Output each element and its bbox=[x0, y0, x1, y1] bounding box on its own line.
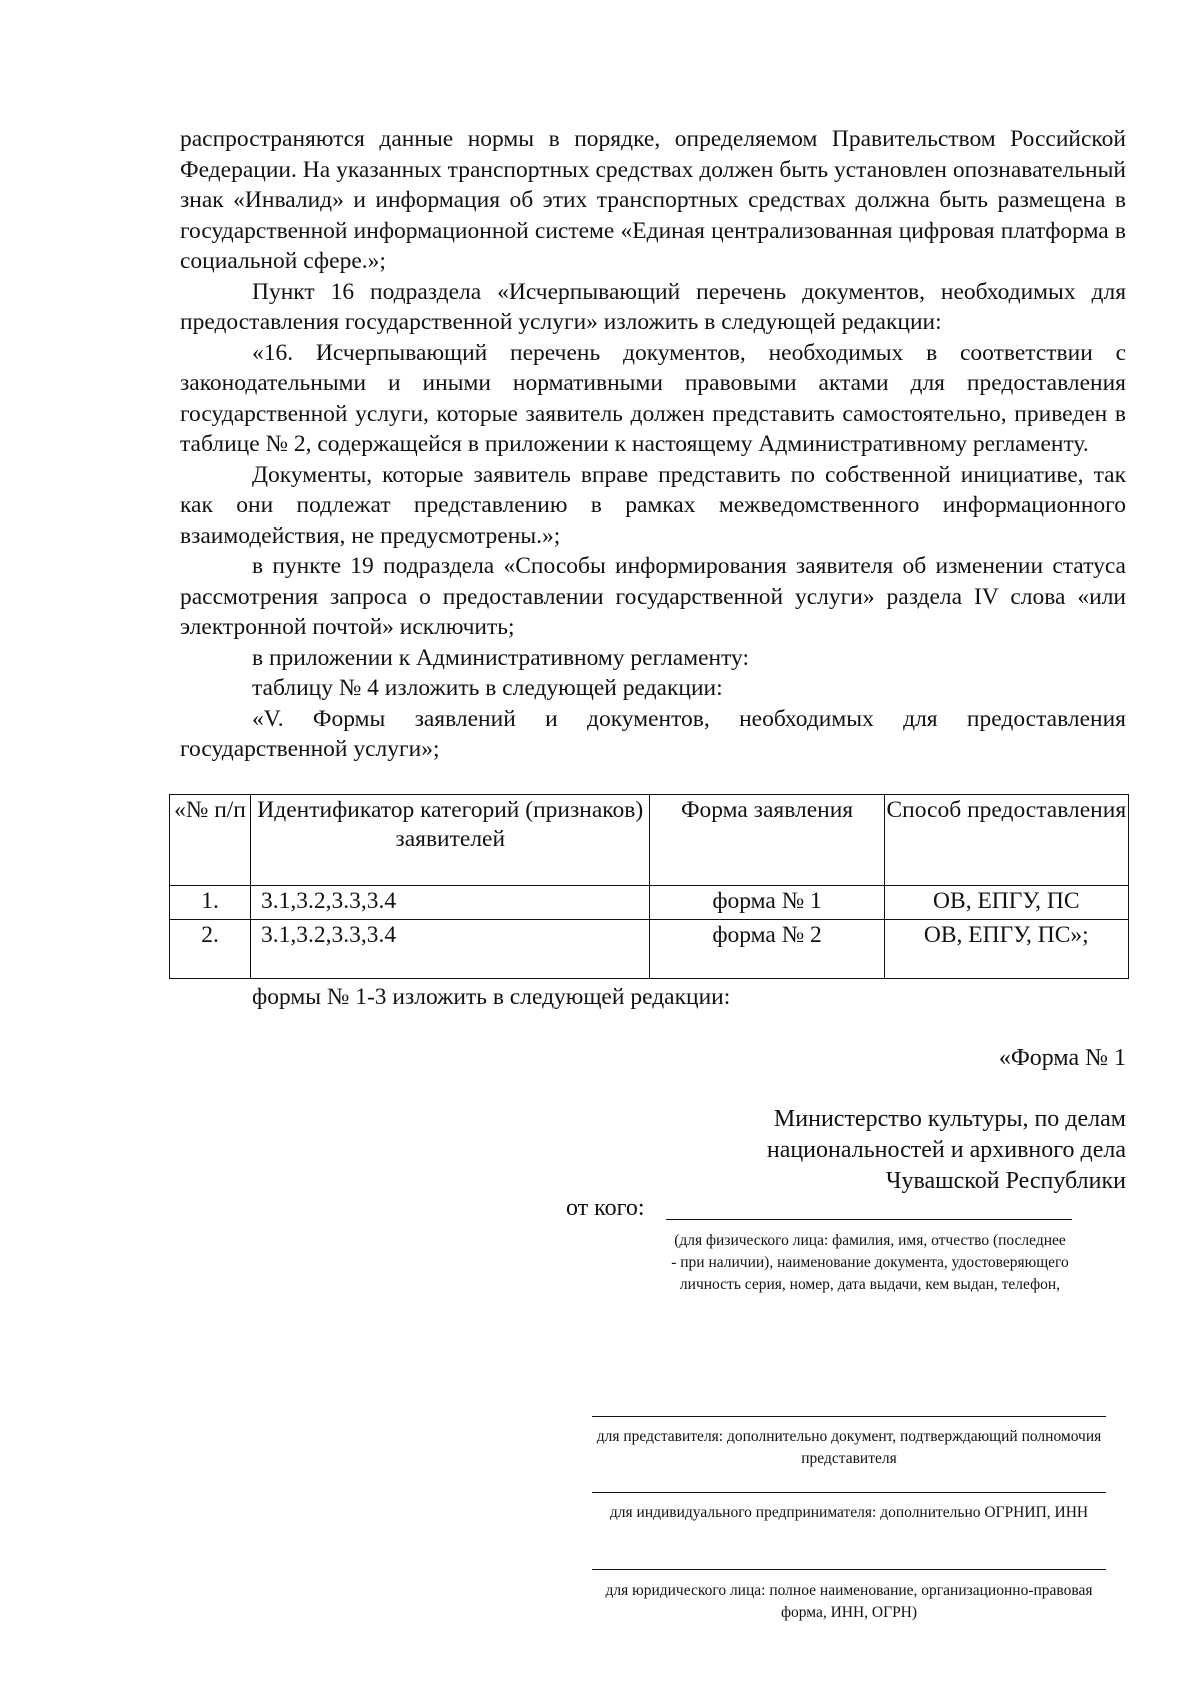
note-individual: (для физического лица: фамилия, имя, отчество (последнее - при наличии), наименование документа, удостоверяющего личность серия, номер, дата выдачи, кем выдан, телефон, bbox=[671, 1232, 1069, 1293]
forms-table bbox=[169, 794, 1129, 979]
fill-line bbox=[592, 1492, 1106, 1493]
paragraph-2: Пункт 16 подраздела «Исчерпывающий перечень документов, необходимых для предоставления государственной услуги» изложить в следующей редакции: bbox=[180, 278, 1126, 335]
cell-number: 2. bbox=[170, 920, 251, 979]
header-method: Способ предоставления bbox=[884, 795, 1128, 886]
addressee-line: национальностей и архивного дела bbox=[766, 1137, 1126, 1163]
cell-form: форма № 2 bbox=[650, 920, 884, 979]
cell-form: форма № 1 bbox=[650, 886, 884, 920]
paragraph-1: распространяются данные нормы в порядке, определяемом Правительством Российской Федерации. На указанных транспортных средствах должен быть установлен опознавательный знак «Инвалид» и информация об этих транспортных средствах должна быть размещена в государственной информационной системе «Единая централизованная цифровая платформа в социальной сфере.»; bbox=[180, 126, 1126, 274]
fill-line bbox=[592, 1569, 1106, 1570]
addressee-line: Чувашской Республики bbox=[885, 1168, 1126, 1194]
table-header-row bbox=[170, 795, 1129, 886]
note-legal-entity: для юридического лица: полное наименование, организационно-правовая форма, ИНН, ОГРН) bbox=[605, 1582, 1093, 1621]
note-entrepreneur: для индивидуального предпринимателя: дополнительно ОГРНИП, ИНН bbox=[609, 1504, 1089, 1521]
cell-identifier: 3.1,3.2,3.3,3.4 bbox=[251, 920, 650, 979]
cell-method: ОВ, ЕПГУ, ПС»; bbox=[884, 920, 1128, 979]
fill-line bbox=[592, 1416, 1106, 1417]
header-identifier: Идентификатор категорий (признаков) заявителей bbox=[251, 795, 650, 886]
from-label: от кого: bbox=[566, 1195, 645, 1221]
form-number: «Форма № 1 bbox=[998, 1045, 1126, 1071]
paragraph-7: таблицу № 4 изложить в следующей редакции: bbox=[252, 675, 723, 701]
header-number: «№ п/п bbox=[170, 795, 251, 886]
cell-identifier: 3.1,3.2,3.3,3.4 bbox=[251, 886, 650, 920]
header-form: Форма заявления bbox=[650, 795, 884, 886]
addressee-line: Министерство культуры, по делам bbox=[773, 1106, 1126, 1132]
cell-method: ОВ, ЕПГУ, ПС bbox=[884, 886, 1128, 920]
paragraph-8: «V. Формы заявлений и документов, необходимых для предоставления государственной услуги»; bbox=[180, 705, 1126, 762]
addressee bbox=[626, 1104, 1126, 1197]
document-body bbox=[180, 124, 1126, 765]
paragraph-4: Документы, которые заявитель вправе представить по собственной инициативе, так как они подлежат представлению в рамках межведомственного информационного взаимодействия, не предусмотрены.»; bbox=[180, 461, 1126, 549]
forms-instruction: формы № 1-3 изложить в следующей редакции: bbox=[252, 984, 731, 1010]
from-fill-line bbox=[666, 1219, 1072, 1220]
note-representative: для представителя: дополнительно документ, подтверждающий полномочия представителя bbox=[596, 1428, 1102, 1467]
paragraph-5: в пункте 19 подраздела «Способы информирования заявителя об изменении статуса рассмотрения запроса о предоставлении государственной услуги» раздела IV слова «или электронной почтой» исключить; bbox=[180, 553, 1126, 640]
table-row bbox=[170, 886, 1129, 920]
cell-number: 1. bbox=[170, 886, 251, 920]
table-row bbox=[170, 920, 1129, 979]
paragraph-6: в приложении к Административному регламенту: bbox=[252, 644, 750, 671]
paragraph-3: «16. Исчерпывающий перечень документов, необходимых в соответствии с законодательными и иными нормативными правовыми актами для предоставления государственной услуги, которые заявитель должен представить самостоятельно, приведен в таблице № 2, содержащейся в приложении к настоящему Административному регламенту. bbox=[180, 339, 1126, 457]
